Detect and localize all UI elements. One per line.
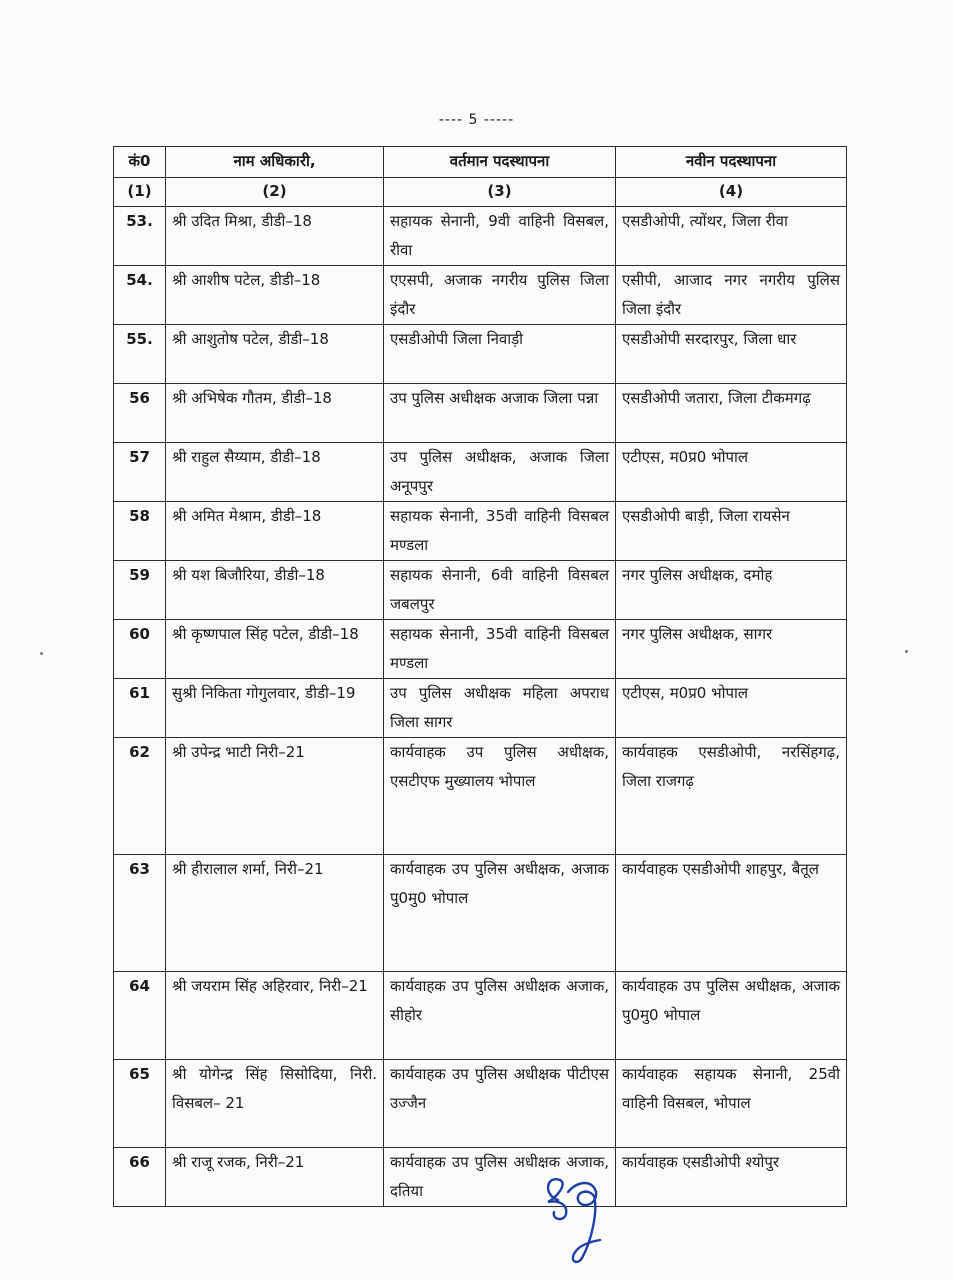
scan-speck [40,652,43,655]
current-posting: उप पुलिस अधीक्षक महिला अपराध जिला सागर [384,679,616,738]
officer-name: श्री योगेन्द्र सिंह सिसोदिया, निरी. विसबल– 21 [166,1060,384,1148]
table-row [114,561,847,620]
serial-number: 57 [114,443,166,502]
current-posting: सहायक सेनानी, 9वी वाहिनी विसबल, रीवा [384,207,616,266]
serial-number: 61 [114,679,166,738]
current-posting: उप पुलिस अधीक्षक, अजाक जिला अनूपपुर [384,443,616,502]
column-number: (4) [616,178,847,207]
table-row [114,384,847,443]
column-number: (2) [166,178,384,207]
officer-name: श्री आशीष पटेल, डीडी–18 [166,266,384,325]
new-posting: एसडीओपी बाड़ी, जिला रायसेन [616,502,847,561]
table-row [114,207,847,266]
header-serial: कं0 [114,147,166,178]
table-row [114,325,847,384]
serial-number: 56 [114,384,166,443]
serial-number: 60 [114,620,166,679]
new-posting: नगर पुलिस अधीक्षक, दमोह [616,561,847,620]
table-row [114,679,847,738]
column-number: (1) [114,178,166,207]
scan-speck [905,650,908,653]
header-row [114,147,847,178]
serial-number: 62 [114,738,166,855]
table-row [114,1060,847,1148]
officer-name: श्री अमित मेश्राम, डीडी–18 [166,502,384,561]
serial-number: 66 [114,1148,166,1207]
new-posting: कार्यवाहक एसडीओपी श्योपुर [616,1148,847,1207]
new-posting: नगर पुलिस अधीक्षक, सागर [616,620,847,679]
officer-name: श्री राहुल सैय्याम, डीडी–18 [166,443,384,502]
new-posting: कार्यवाहक उप पुलिस अधीक्षक, अजाक पु0मु0 भोपाल [616,972,847,1060]
current-posting: सहायक सेनानी, 35वी वाहिनी विसबल मण्डला [384,502,616,561]
table-row [114,502,847,561]
page-number: ---- 5 ----- [438,112,515,128]
current-posting: एएसपी, अजाक नगरीय पुलिस जिला इंदौर [384,266,616,325]
officer-name: श्री हीरालाल शर्मा, निरी–21 [166,855,384,972]
header-officer-name: नाम अधिकारी, [166,147,384,178]
new-posting: एसडीओपी, त्योंथर, जिला रीवा [616,207,847,266]
serial-number: 55. [114,325,166,384]
serial-number: 64 [114,972,166,1060]
serial-number: 65 [114,1060,166,1148]
header-new-posting: नवीन पदस्थापना [616,147,847,178]
new-posting: एसडीओपी सरदारपुर, जिला धार [616,325,847,384]
new-posting: कार्यवाहक एसडीओपी शाहपुर, बैतूल [616,855,847,972]
current-posting: एसडीओपी जिला निवाड़ी [384,325,616,384]
officer-name: श्री अभिषेक गौतम, डीडी–18 [166,384,384,443]
table-row [114,855,847,972]
serial-number: 59 [114,561,166,620]
new-posting: एटीएस, म0प्र0 भोपाल [616,679,847,738]
current-posting: सहायक सेनानी, 6वी वाहिनी विसबल जबलपुर [384,561,616,620]
new-posting: कार्यवाहक एसडीओपी, नरसिंहगढ़, जिला राजगढ़ [616,738,847,855]
table-row [114,266,847,325]
current-posting: कार्यवाहक उप पुलिस अधीक्षक अजाक, दतिया [384,1148,616,1207]
officer-name: श्री यश बिजौरिया, डीडी–18 [166,561,384,620]
current-posting: कार्यवाहक उप पुलिस अधीक्षक अजाक, सीहोर [384,972,616,1060]
table-row [114,443,847,502]
officer-name: श्री जयराम सिंह अहिरवार, निरी–21 [166,972,384,1060]
serial-number: 63 [114,855,166,972]
new-posting: एसीपी, आजाद नगर नगरीय पुलिस जिला इंदौर [616,266,847,325]
current-posting: सहायक सेनानी, 35वी वाहिनी विसबल मण्डला [384,620,616,679]
table-row [114,1148,847,1207]
posting-table [113,146,847,1207]
officer-name: श्री राजू रजक, निरी–21 [166,1148,384,1207]
current-posting: उप पुलिस अधीक्षक अजाक जिला पन्ना [384,384,616,443]
serial-number: 54. [114,266,166,325]
serial-number: 58 [114,502,166,561]
new-posting: एसडीओपी जतारा, जिला टीकमगढ़ [616,384,847,443]
current-posting: कार्यवाहक उप पुलिस अधीक्षक पीटीएस उज्जैन [384,1060,616,1148]
officer-name: सुश्री निकिता गोगुलवार, डीडी–19 [166,679,384,738]
serial-number: 53. [114,207,166,266]
column-number: (3) [384,178,616,207]
table-row [114,738,847,855]
signature-icon [538,1170,618,1270]
table-row [114,972,847,1060]
officer-name: श्री कृष्णपाल सिंह पटेल, डीडी–18 [166,620,384,679]
officer-name: श्री उपेन्द्र भाटी निरी–21 [166,738,384,855]
table-row [114,620,847,679]
new-posting: कार्यवाहक सहायक सेनानी, 25वी वाहिनी विसबल, भोपाल [616,1060,847,1148]
header-current-posting: वर्तमान पदस्थापना [384,147,616,178]
current-posting: कार्यवाहक उप पुलिस अधीक्षक, एसटीएफ मुख्यालय भोपाल [384,738,616,855]
column-number-row [114,178,847,207]
current-posting: कार्यवाहक उप पुलिस अधीक्षक, अजाक पु0मु0 भोपाल [384,855,616,972]
officer-name: श्री उदित मिश्रा, डीडी–18 [166,207,384,266]
new-posting: एटीएस, म0प्र0 भोपाल [616,443,847,502]
officer-name: श्री आशुतोष पटेल, डीडी–18 [166,325,384,384]
